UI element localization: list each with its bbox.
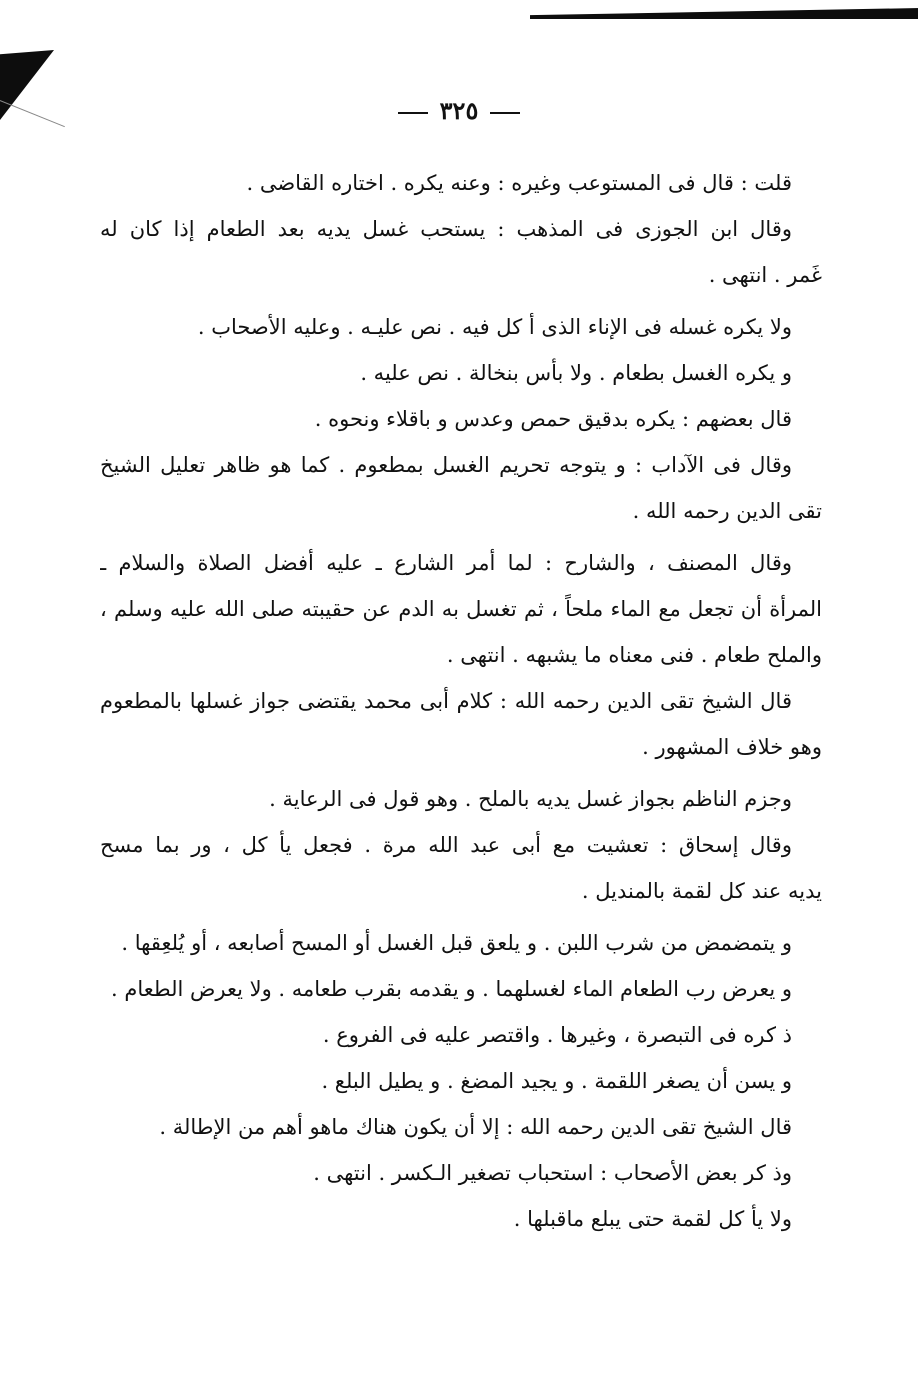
text-line: و يكره الغسل بطعام . ولا بأس بنخالة . نص عليه . — [360, 361, 792, 385]
text-line: يديه عند كل لقمة بالمنديل . — [581, 879, 822, 903]
text-line: وهو خلاف المشهور . — [642, 735, 822, 759]
text-line: والملح طعام . فنى معناه ما يشبهه . انتهى . — [446, 643, 822, 667]
text-line: وذ كر بعض الأصحاب : استحباب تصغير الـكسر . انتهى . — [313, 1161, 792, 1185]
text-line: و يعرض رب الطعام الماء لغسلهما . و يقدمه بقرب طعامه . ولا يعرض الطعام . — [110, 977, 792, 1001]
page-header — [0, 96, 918, 125]
page-number-dash-left — [398, 112, 428, 114]
text-line: المرأة أن تجعل مع الماء ملحاً ، ثم تغسل به الدم عن حقيبته صلى الله عليه وسلم ، — [100, 597, 822, 621]
text-line: وقال فى الآداب : و يتوجه تحريم الغسل بمطعوم . كما هو ظاهر تعليل الشيخ — [100, 453, 792, 477]
page-number-dash-right — [490, 112, 520, 114]
text-line: قلت : قال فى المستوعب وغيره : وعنه يكره . اختاره القاضى . — [246, 171, 792, 195]
page-body — [100, 160, 822, 1242]
text-line: ولا يكره غسله فى الإناء الذى أ كل فيه . نص عليـه . وعليه الأصحاب . — [197, 315, 792, 339]
text-line: وقال المصنف ، والشارح : لما أمر الشارع ـ عليه أفضل الصلاة والسلام ـ — [100, 551, 792, 575]
text-line: تقى الدين رحمه الله . — [632, 499, 822, 523]
text-line: و يتمضمض من شرب اللبن . و يلعق قبل الغسل أو المسح أصابعه ، أو يُلعِقها . — [121, 931, 792, 955]
text-line: وقال ابن الجوزى فى المذهب : يستحب غسل يديه بعد الطعام إذا كان له — [100, 217, 792, 241]
text-line: وجزم الناظم بجواز غسل يديه بالملح . وهو قول فى الرعاية . — [269, 787, 792, 811]
text-line: وقال إسحاق : تعشيت مع أبى عبد الله مرة . فجعل يأ كل ، ور بما مسح — [100, 833, 792, 857]
text-line: ولا يأ كل لقمة حتى يبلع ماقبلها . — [513, 1207, 792, 1231]
text-line: ذ كره فى التبصرة ، وغيرها . واقتصر عليه فى الفروع . — [322, 1023, 792, 1047]
scan-edge-shadow-top — [530, 8, 918, 19]
text-line: قال الشيخ تقى الدين رحمه الله : إلا أن يكون هناك ماهو أهم من الإطالة . — [159, 1115, 792, 1139]
text-line: و يسن أن يصغر اللقمة . و يجيد المضغ . و يطيل البلع . — [321, 1069, 792, 1093]
text-line: قال بعضهم : يكره بدقيق حمص وعدس و باقلاء ونحوه . — [314, 407, 792, 431]
text-line: قال الشيخ تقى الدين رحمه الله : كلام أبى محمد يقتضى جواز غسلها بالمطعوم — [100, 689, 792, 713]
text-line: غَمر . انتهى . — [708, 263, 822, 287]
page-number: ٣٢٥ — [439, 96, 479, 125]
